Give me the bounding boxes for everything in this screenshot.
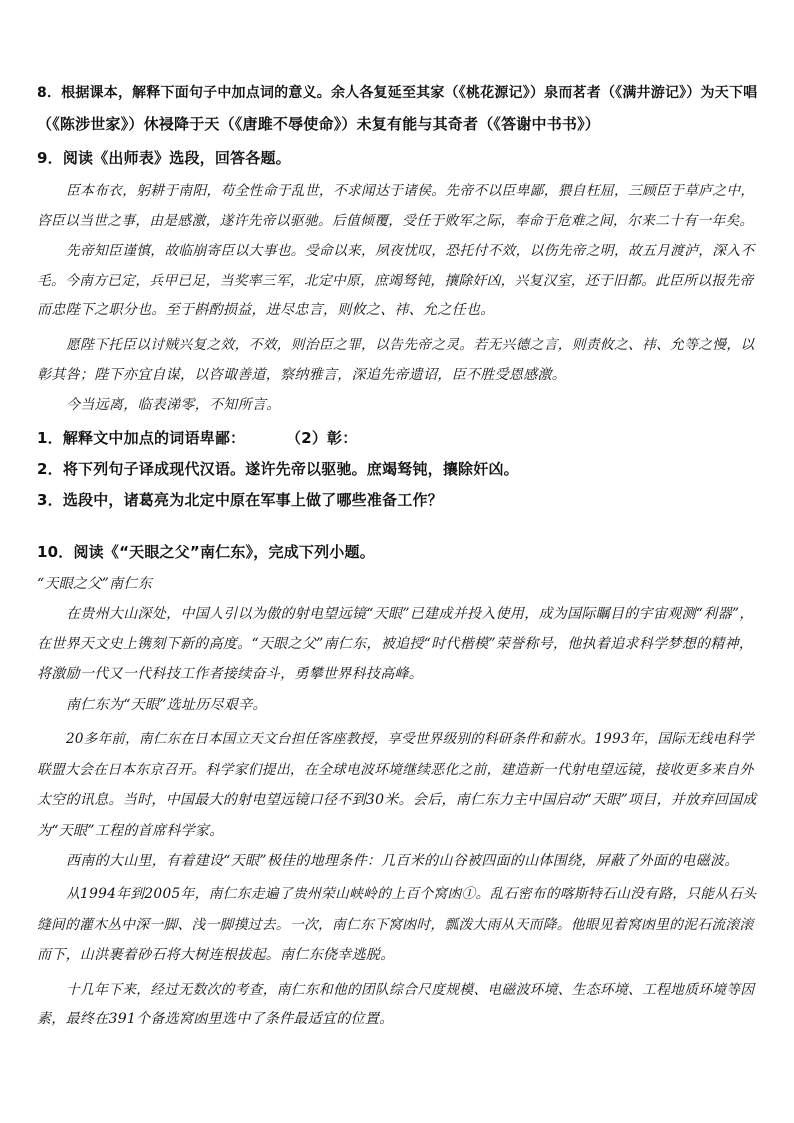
- q10-passage-line-7: 太空的讯息。当时，中国最大的射电望远镜口径不到30米。会后，南仁东力主中国启动“天眼”项目，并放弃回国成: [37, 792, 757, 808]
- q10-passage-line-10: 从1994年到2005年，南仁东走遍了贵州荣山峡岭的上百个窝凼①。乱石密布的喀斯特石山没有路，只能从石头: [66, 886, 757, 902]
- q10-article-title: “天眼之父”南仁东: [37, 576, 153, 592]
- q9-passage-line-3: 先帝知臣谨慎，故临崩寄臣以大事也。受命以来，夙夜忧叹，恐托付不效，以伤先帝之明，故五月渡泸，深入不: [66, 243, 755, 259]
- q9-sub-question-3: 3．选段中，诸葛亮为北定中原在军事上做了哪些准备工作？: [37, 491, 443, 509]
- q9-passage-line-4: 毛。今南方已定，兵甲已足，当奖率三军，北定中原，庶竭驽钝，攘除奸凶，兴复汉室，还于旧都。此臣所以报先帝: [37, 273, 754, 289]
- q10-passage-line-11: 缝间的灌木丛中深一脚、浅一脚摸过去。一次，南仁东下窝凼时，瓢泼大雨从天而降。他眼见着窝凼里的泥石流滚滚: [37, 917, 754, 933]
- q9-passage-line-7: 彰其咎；陛下亦宜自谋，以咨诹善道，察纳雅言，深追先帝遗诏，臣不胜受恩感激。: [37, 367, 567, 383]
- q10-passage-line-6: 联盟大会在日本东京召开。科学家们提出，在全球电波环境继续恶化之前，建造新一代射电望远镜，接收更多来自外: [37, 762, 754, 778]
- q8-line-1: 8．根据课本，解释下面句子中加点词的意义。余人各复延至其家（《桃花源记》）泉而茗者（《满井游记》）为天下唱: [37, 85, 758, 101]
- q10-passage-line-1: 在贵州大山深处，中国人引以为傲的射电望远镜“天眼”已建成并投入使用，成为国际瞩目的宇宙观测“利器”，: [66, 606, 754, 622]
- q9-passage-line-2: 咨臣以当世之事，由是感激，遂许先帝以驱驰。后值倾覆，受任于败军之际，奉命于危难之间，尔来二十有一年矣。: [37, 213, 754, 229]
- q10-title: 10．阅读《“天眼之父”南仁东》，完成下列小题。: [37, 543, 375, 561]
- q9-passage-line-1: 臣本布衣，躬耕于南阳，苟全性命于乱世，不求闻达于诸侯。先帝不以臣卑鄙，猥自枉屈，三顾臣于草庐之中，: [66, 183, 755, 199]
- q8-line-2: （《陈涉世家》）休祲降于天（《唐雎不辱使命》）未复有能与其奇者（《答谢中书书》）: [37, 115, 601, 133]
- q10-passage-line-12: 而下，山洪裹着砂石将大树连根拔起。南仁东侥幸逃脱。: [37, 947, 395, 963]
- q10-passage-line-5: 20多年前，南仁东在日本国立天文台担任客座教授，享受世界级别的科研条件和薪水。1993年，国际无线电科学: [66, 731, 755, 747]
- q9-passage-line-5: 而忠陛下之职分也。至于斟酌损益，进尽忠言，则攸之、祎、允之任也。: [37, 302, 495, 318]
- q9-title: 9．阅读《出师表》选段，回答各题。: [37, 149, 291, 167]
- q10-passage-line-2: 在世界天文史上镌刻下新的高度。“天眼之父”南仁东，被追授“时代楷模”荣誉称号，他执着追求科学梦想的精神，: [37, 636, 754, 652]
- q10-passage-line-4: 南仁东为“天眼”选址历尽艰辛。: [66, 697, 267, 713]
- q9-passage-line-8: 今当远离，临表涕零，不知所言。: [66, 397, 281, 413]
- q9-passage-line-6: 愿陛下托臣以讨贼兴复之效，不效，则治臣之罪，以告先帝之灵。若无兴德之言，则责攸之、祎、允等之慢，以: [66, 337, 755, 353]
- q10-passage-line-3: 将激励一代又一代科技工作者接续奋斗，勇攀世界科技高峰。: [37, 666, 424, 682]
- q10-passage-line-13: 十几年下来，经过无数次的考查，南仁东和他的团队综合尺度规模、电磁波环境、生态环境、工程地质环境等因: [66, 982, 755, 998]
- q9-sub-question-2: 2．将下列句子译成现代汉语。遂许先帝以驱驰。庶竭驽钝，攘除奸凶。: [37, 460, 519, 478]
- q9-sub-question-1b: （2）彰：: [286, 429, 358, 447]
- q10-passage-line-14: 素，最终在391个备选窝凼里选中了条件最适宜的位置。: [37, 1011, 394, 1027]
- q9-sub-question-1: 1．解释文中加点的词语卑鄙：: [37, 429, 246, 447]
- q10-passage-line-8: 为“天眼”工程的首席科学家。: [37, 823, 224, 839]
- q10-passage-line-9: 西南的大山里，有着建设“天眼”极佳的地理条件：几百米的山谷被四面的山体围绕，屏蔽了外面的电磁波。: [66, 853, 739, 869]
